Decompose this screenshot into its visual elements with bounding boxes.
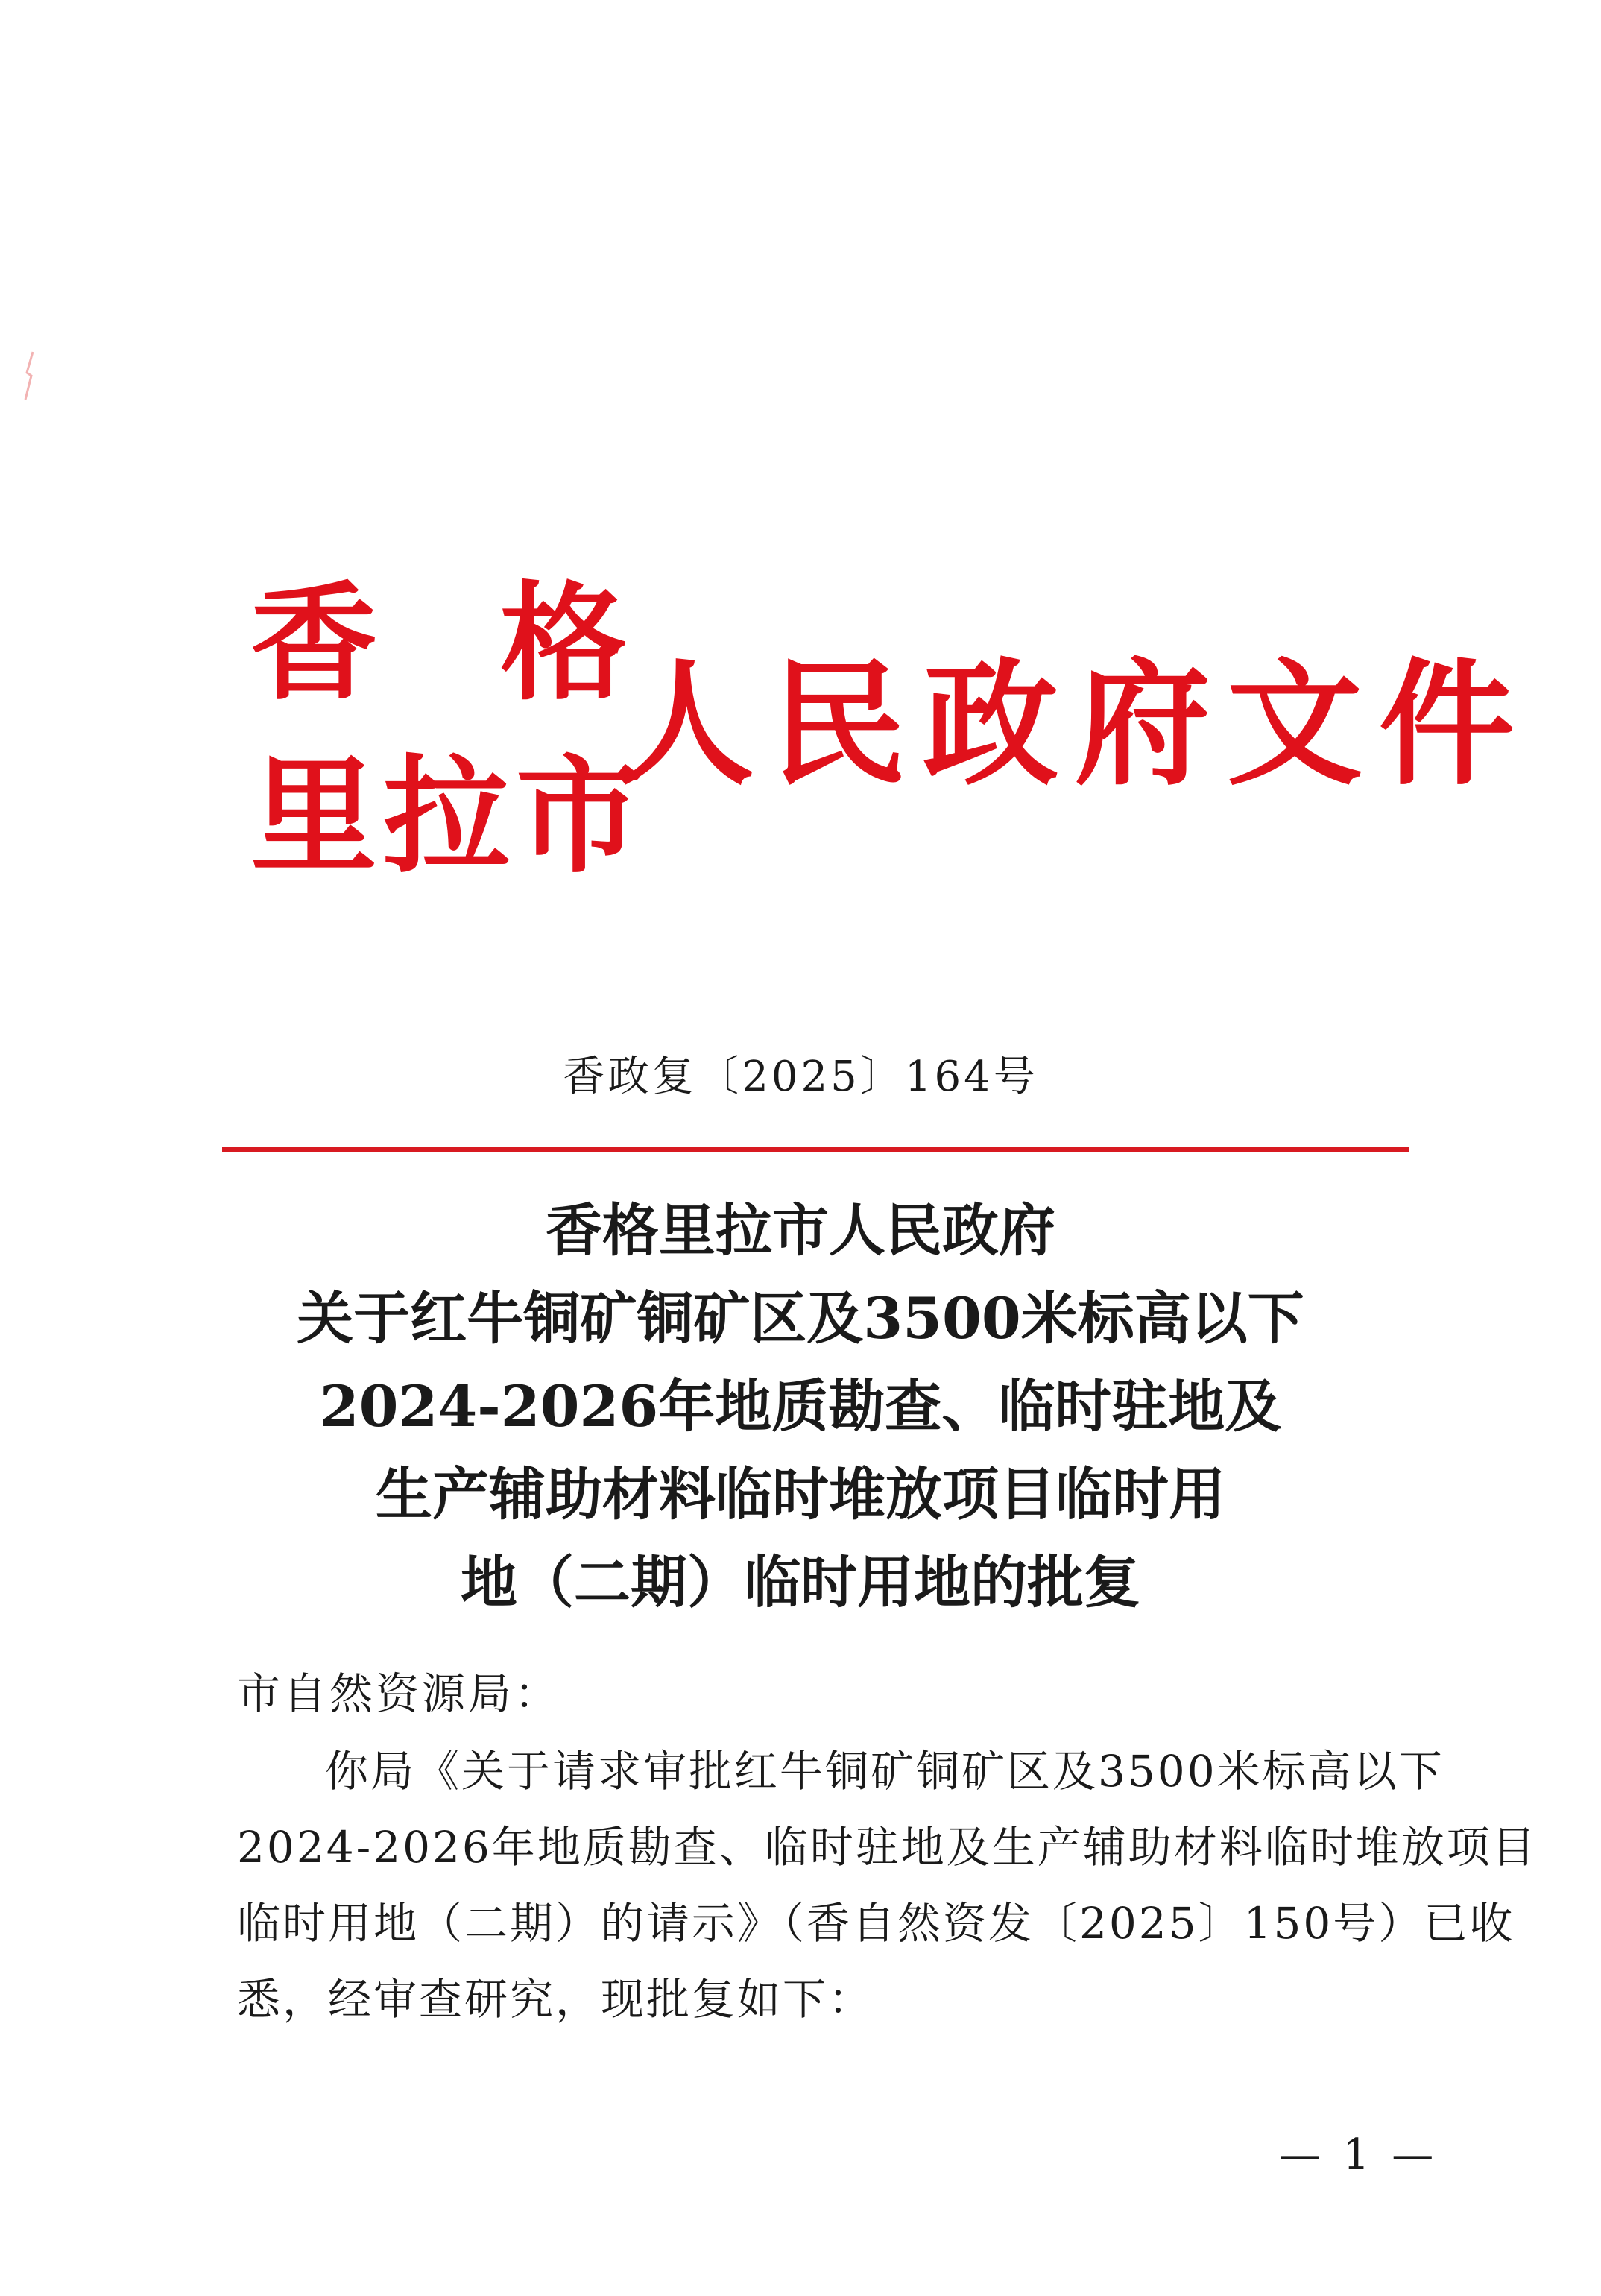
addressee: 市自然资源局： xyxy=(237,1668,561,1719)
header-org-line1 xyxy=(250,569,628,718)
header-org-char-xiang: 香 xyxy=(250,569,378,718)
body-line: 临时用地（二期）的请示》（香自然资发〔2025〕150号）已收 xyxy=(237,1898,1515,1949)
subject-line: 地（二期）临时用地的批复 xyxy=(461,1549,1140,1615)
body-paragraph xyxy=(237,1733,1538,2037)
body-line: 2024-2026年地质勘查、临时驻地及生产辅助材料临时堆放项目 xyxy=(237,1822,1538,1873)
scan-artifact-mark xyxy=(22,350,37,403)
document-subject xyxy=(0,1187,1601,1627)
header-red-rule xyxy=(222,1147,1409,1152)
subject-line: 2024-2026年地质勘查、临时驻地及 xyxy=(319,1373,1282,1439)
document-number: 香政复〔2025〕164号 xyxy=(563,1053,1038,1101)
header-org-line2: 里拉市 xyxy=(250,742,649,891)
subject-line: 关于红牛铜矿铜矿区及3500米标高以下 xyxy=(297,1285,1304,1352)
body-line: 悉，经审查研究，现批复如下： xyxy=(237,1974,874,2025)
header-doc-type: 人民政府文件 xyxy=(619,644,1531,804)
page-number: — 1 — xyxy=(1279,2131,1439,2179)
body-line: 你局《关于请求审批红牛铜矿铜矿区及3500米标高以下 xyxy=(325,1746,1444,1797)
header-org-char-ge: 格 xyxy=(500,569,628,718)
subject-line: 香格里拉市人民政府 xyxy=(546,1197,1055,1264)
subject-line: 生产辅助材料临时堆放项目临时用 xyxy=(376,1461,1225,1527)
